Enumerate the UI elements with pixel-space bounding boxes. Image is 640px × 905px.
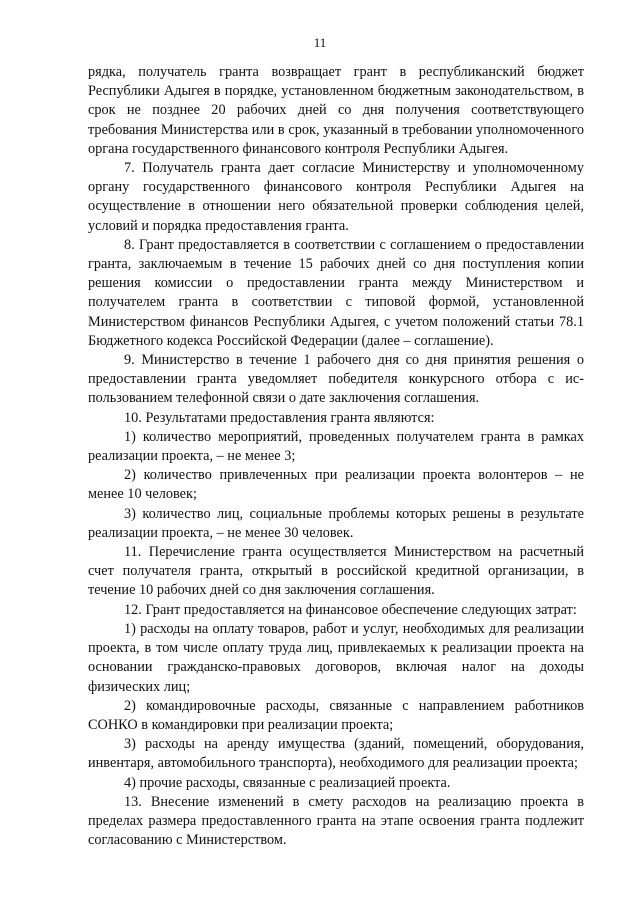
paragraph-9: 9. Министерство в течение 1 рабочего дня со дня принятия решения о предоставлении гранта уведомляет победителя конкурсного отбора с использованием телефонной связи о дате заключения соглашения. xyxy=(88,352,584,407)
paragraph-10-item-2: 2) количество привлеченных при реализации проекта волонтеров – не менее 10 человек; xyxy=(88,467,584,503)
paragraph-10-item-1: 1) количество мероприятий, проведенных получателем гранта в рамках реализации проекта, – не менее 3; xyxy=(88,428,584,465)
paragraph-12: 12. Грант предоставляется на финансовое обеспечение следующих затрат: xyxy=(124,601,577,618)
paragraph-13: 13. Внесение изменений в смету расходов на реализацию проекта в пределах размера предоставленного гранта на этапе освоения гранта подлежит согласованию с Министерством. xyxy=(88,793,584,849)
paragraph-12-item-3: 3) расходы на аренду имущества (зданий, помещений, оборудования, инвентаря, автомобильного транспорта), необходимого для реализации проекта; xyxy=(88,736,584,772)
page-number: 11 xyxy=(313,35,327,50)
paragraph-7: 7. Получатель гранта дает согласие Министерству и уполномоченному органу государственного финансового контроля Республики Адыгея на осуществление в отношении него обязательной проверки соблюдения целей, условий и порядка предоставления гранта. xyxy=(88,160,584,234)
document-body xyxy=(88,63,584,850)
paragraph-10: 10. Результатами предоставления гранта являются: xyxy=(124,409,435,426)
paragraph-12-item-1: 1) расходы на оплату товаров, работ и услуг, необходимых для реализации проекта, в том числе оплату труда лиц, привлекаемых к реализации проекта на основании гражданско-правовых договоров, включая налог на доходы физических лиц; xyxy=(88,620,584,695)
paragraph-10-item-3: 3) количество лиц, социальные проблемы которых решены в результате реализации проекта, – не менее 30 человек. xyxy=(88,505,584,541)
paragraph-continuation: рядка, получатель гранта возвращает грант в республиканский бюджет Республики Адыгея в порядке, установленном бюджетным законодательством, в срок не позднее 20 рабочих дней со дня получения соответствующего требования Министерства или в срок, указанный в требовании уполномоченного органа государственного финансового контроля Республики Адыгея. xyxy=(88,64,584,157)
paragraph-12-item-4: 4) прочие расходы, связанные с реализацией проекта. xyxy=(124,774,451,791)
paragraph-11: 11. Перечисление гранта осуществляется Министерством на расчетный счет получателя гранта, открытый в российской кредитной организации, в течение 10 рабочих дней со дня заключения соглашения. xyxy=(88,544,584,599)
paragraph-12-item-2: 2) командировочные расходы, связанные с направлением работников СОНКО в командировки при реализации проекта; xyxy=(88,697,584,733)
paragraph-8: 8. Грант предоставляется в соответствии с соглашением о предоставлении гранта, заключаемым в течение 15 рабочих дней со дня поступления копии решения комиссии о предоставлении гранта между Министерством и получателем гранта в соответствии с типовой формой, установленной Министерством финансов Республики Адыгея, с учетом положений статьи 78.1 Бюджетного кодекса Российской Федерации (далее – соглашение). xyxy=(88,236,584,349)
